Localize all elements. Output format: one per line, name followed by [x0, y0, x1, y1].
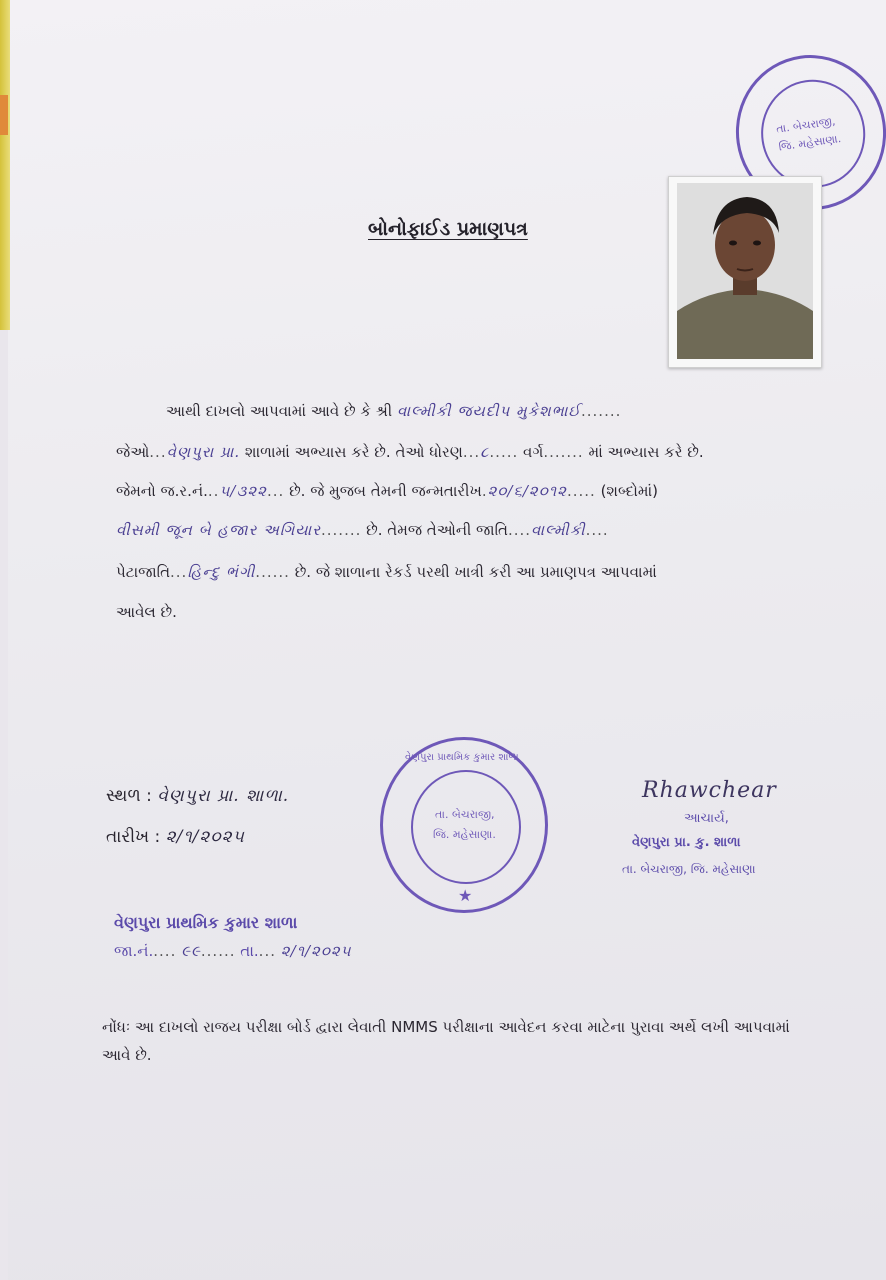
place-line [106, 786, 289, 806]
outward-number: ૯૯ [181, 942, 201, 960]
date-label: તારીખ : [106, 827, 161, 847]
outward-stamp-school: વેણપુરા પ્રાથમિક કુમાર શાળા [114, 913, 298, 932]
para-line-3: જેમનો જ.ર.નં...૫/૩૨૨... છે. જે મુજબ તેમની જન્મતારીખ.૨૦/૬/૨૦૧૨..... (શબ્દોમાં) [116, 482, 658, 500]
center-stamp-center-top: તા. બેચરાજી, [435, 808, 495, 821]
outward-date: ૨/૧/૨૦૨૫ [280, 942, 352, 960]
para-line-1-prefix: આથી દાખલો આપવામાં આવે છે કે શ્રી [166, 402, 393, 420]
para-line-5-prefix: પેટાજાતિ [116, 563, 171, 581]
para-line-5-suffix: છે. જે શાળાના રેકર્ડ પરથી ખાત્રી કરી આ પ્રમાણપત્ર આપવામાં [294, 563, 657, 581]
para-line-3-suffix: (શબ્દોમાં) [600, 482, 658, 500]
caste-field: વાલ્મીકી [531, 521, 586, 539]
date-line [106, 827, 245, 847]
student-name-field: વાલ્મીકી જયદીપ મુકેશભાઈ [396, 402, 581, 420]
top-stamp-center-bottom: જિ. મહેસાણા. [777, 131, 842, 154]
para-line-4-mid: છે. તેમજ તેઓની જાતિ [366, 521, 508, 539]
top-stamp-center-top: તા. બેચરાજી, [775, 114, 837, 136]
center-stamp-ring-text: વેણપુરા પ્રાથમિક કુમાર શાળા [405, 752, 519, 763]
standard-field: ૮ [480, 443, 490, 461]
center-stamp-center-bottom: જિ. મહેસાણા. [433, 828, 496, 841]
subcaste-field: હિન્દુ ભંગી [187, 563, 256, 581]
place-label: સ્થળ : [106, 786, 152, 806]
para-line-6 [116, 603, 177, 621]
certificate-title: બોનોફાઈડ પ્રમાણપત્ર [368, 218, 528, 240]
place-value: વેણપુરા પ્રા. શાળા. [157, 786, 290, 806]
para-line-5: પેટાજાતિ...હિન્દુ ભંગી...... છે. જે શાળાના રેકર્ડ પરથી ખાત્રી કરી આ પ્રમાણપત્ર આપવામાં [116, 563, 657, 581]
star-icon: ★ [458, 886, 473, 905]
outward-stamp-line: જા.નં..... ૯૯...... તા.... ૨/૧/૨૦૨૫ [114, 942, 352, 960]
student-photo [668, 176, 822, 368]
para-line-2-suffix: માં અભ્યાસ કરે છે. [588, 443, 704, 461]
para-line-3-prefix: જેમનો જ.ર.નં. [116, 482, 208, 500]
dob-words-field: વીસમી જૂન બે હજાર અગિયાર [116, 521, 321, 539]
signature-title: આચાર્ય, [684, 811, 729, 826]
center-round-stamp [380, 737, 548, 913]
footnote: નોંધઃ આ દાખલો રાજય પરીક્ષા બોર્ડ દ્વારા લેવાતી NMMS પરીક્ષાના આવેદન કરવા માટેના પુરાવા અર્થે લખી આપવામાં આવે છે. [102, 1018, 790, 1064]
para-line-2-prefix: જેઓ [116, 443, 150, 461]
student-photo-image [677, 183, 813, 359]
para-line-2-mid: શાળામાં અભ્યાસ કરે છે. તેઓ ધોરણ [244, 443, 463, 461]
principal-signature: Rhawchear [642, 778, 777, 803]
para-line-3-mid: છે. જે મુજબ તેમની જન્મતારીખ [289, 482, 482, 500]
dob-field: ૨૦/૬/૨૦૧૨ [487, 482, 567, 500]
gr-number-field: ૫/૩૨૨ [219, 482, 267, 500]
para-line-2: જેઓ...વેણપુરા પ્રા. શાળામાં અભ્યાસ કરે છે. તેઓ ધોરણ...૮..... વર્ગ....... માં અભ્યાસ કરે છે. [116, 443, 704, 461]
date-value: ૨/૧/૨૦૨૫ [165, 827, 245, 847]
outward-date-label: તા. [240, 942, 259, 960]
school-name-field: વેણપુરા પ્રા. [166, 443, 241, 461]
para-line-2-class: વર્ગ [523, 443, 544, 461]
orange-tab-edge [0, 95, 8, 135]
para-line-1: આથી દાખલો આપવામાં આવે છે કે શ્રી વાલ્મીકી જયદીપ મુકેશભાઈ....... [166, 402, 622, 420]
outward-number-label: જા.નં. [114, 942, 154, 960]
signature-school: વેણપુરા પ્રા. કુ. શાળા [632, 835, 741, 850]
para-line-6-text: આવેલ છે. [116, 603, 177, 621]
para-line-4: વીસમી જૂન બે હજાર અગિયાર....... છે. તેમજ તેઓની જાતિ....વાલ્મીકી.... [116, 521, 609, 539]
yellow-folder-edge [0, 0, 10, 330]
signature-address: તા. બેચરાજી, જિ. મહેસાણા [622, 862, 756, 876]
